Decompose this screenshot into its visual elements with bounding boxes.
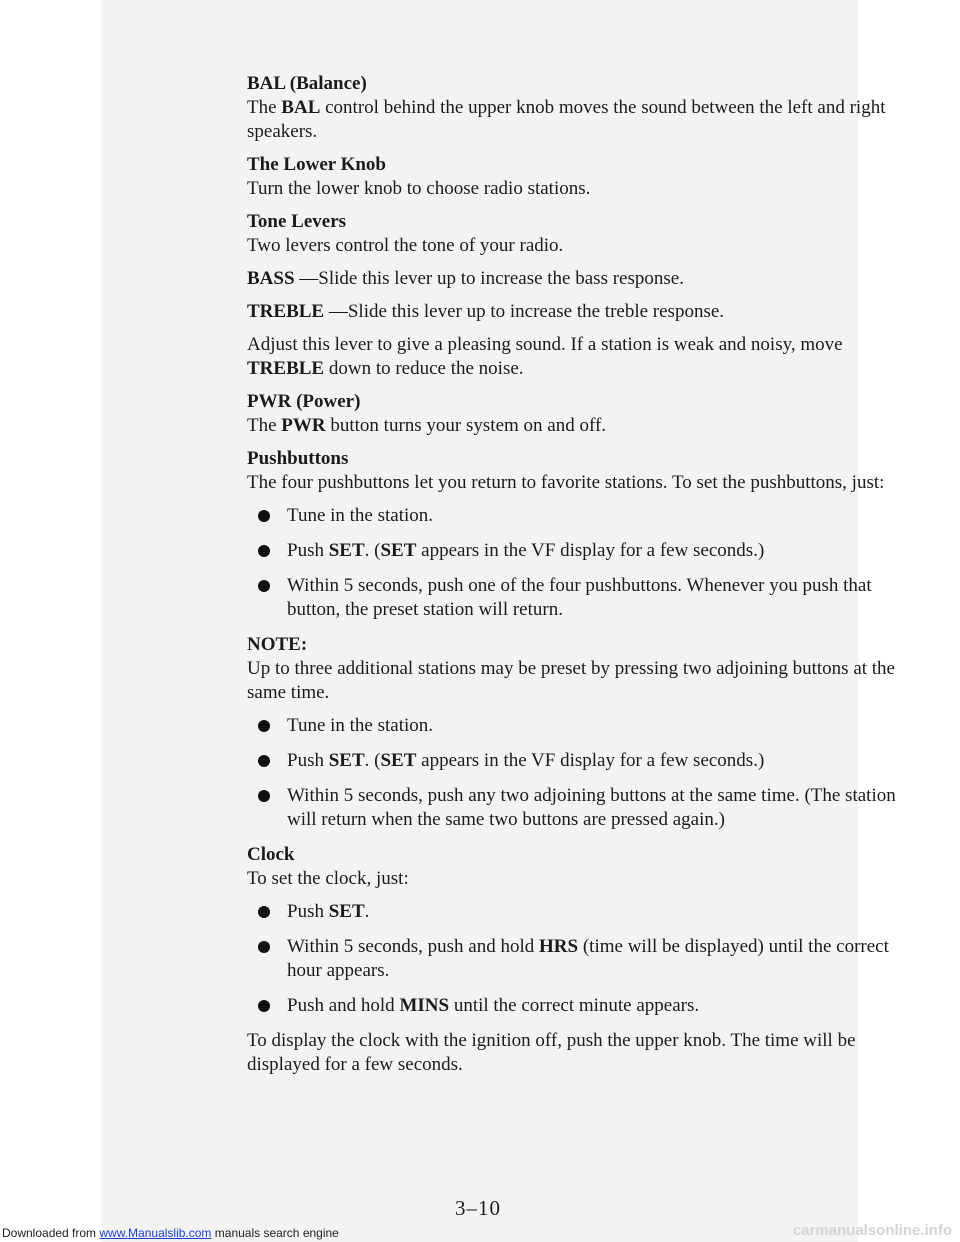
list-item: Within 5 seconds, push any two adjoining buttons at the same time. (The station will return when the same two buttons are pressed again.) (247, 784, 907, 832)
section-text: Two levers control the tone of your radio. (247, 235, 564, 256)
section-heading: PWR (Power) (247, 391, 361, 412)
section-text: Up to three additional stations may be preset by pressing two adjoining buttons at the same time. (247, 658, 895, 703)
section-heading: NOTE: (247, 634, 308, 655)
section-pushbuttons (247, 447, 907, 495)
section-pwr (247, 390, 907, 438)
list-item: Tune in the station. (247, 504, 907, 528)
section-heading: BAL (Balance) (247, 73, 367, 94)
section-text: To set the clock, just: (247, 868, 409, 889)
section-text: The PWR button turns your system on and off. (247, 415, 607, 436)
page-content (247, 72, 907, 1086)
section-text: The four pushbuttons let you return to favorite stations. To set the pushbuttons, just: (247, 472, 885, 493)
list-item: Push and hold MINS until the correct minute appears. (247, 994, 907, 1018)
list-item: Push SET. (247, 900, 907, 924)
section-heading: Pushbuttons (247, 448, 349, 469)
bullet-icon (258, 906, 270, 918)
section-clock (247, 843, 907, 891)
note-steps (247, 714, 907, 832)
bullet-icon (258, 941, 270, 953)
download-footer: Downloaded from www.Manualslib.com manuals search engine (2, 1226, 339, 1240)
bullet-icon (258, 580, 270, 592)
section-text: Turn the lower knob to choose radio stations. (247, 178, 591, 199)
bullet-icon (258, 545, 270, 557)
section-heading: Tone Levers (247, 211, 347, 232)
section-bal (247, 72, 907, 144)
page-number: 3–10 (455, 1196, 501, 1220)
adjust-note: Adjust this lever to give a pleasing sound. If a station is weak and noisy, move TREBLE down to reduce the noise. (247, 334, 843, 379)
pushbuttons-steps (247, 504, 907, 622)
bullet-icon (258, 790, 270, 802)
treble-description: TREBLE —Slide this lever up to increase the treble response. (247, 301, 725, 322)
list-item: Tune in the station. (247, 714, 907, 738)
section-lower-knob (247, 153, 907, 201)
list-item: Push SET. (SET appears in the VF display for a few seconds.) (247, 749, 907, 773)
bullet-icon (258, 720, 270, 732)
watermark-logo: carmanualsonline.info (792, 1222, 952, 1239)
section-text: The BAL control behind the upper knob moves the sound between the left and right speakers. (247, 97, 886, 142)
section-heading: The Lower Knob (247, 154, 387, 175)
bullet-icon (258, 510, 270, 522)
section-note (247, 633, 907, 705)
list-item: Within 5 seconds, push and hold HRS (time will be displayed) until the correct hour appears. (247, 935, 907, 983)
list-item: Push SET. (SET appears in the VF display for a few seconds.) (247, 539, 907, 563)
section-heading: Clock (247, 844, 295, 865)
clock-steps (247, 900, 907, 1018)
manualslib-link[interactable]: www.Manualslib.com (99, 1226, 212, 1240)
bass-label: BASS (247, 268, 295, 289)
bullet-icon (258, 1000, 270, 1012)
list-item: Within 5 seconds, push one of the four pushbuttons. Whenever you push that button, the preset station will return. (247, 574, 907, 622)
section-tone-levers (247, 210, 907, 258)
bass-description: BASS —Slide this lever up to increase the bass response. (247, 268, 684, 289)
clock-closing: To display the clock with the ignition off, push the upper knob. The time will be displayed for a few seconds. (247, 1030, 856, 1075)
treble-label: TREBLE (247, 301, 325, 322)
bullet-icon (258, 755, 270, 767)
